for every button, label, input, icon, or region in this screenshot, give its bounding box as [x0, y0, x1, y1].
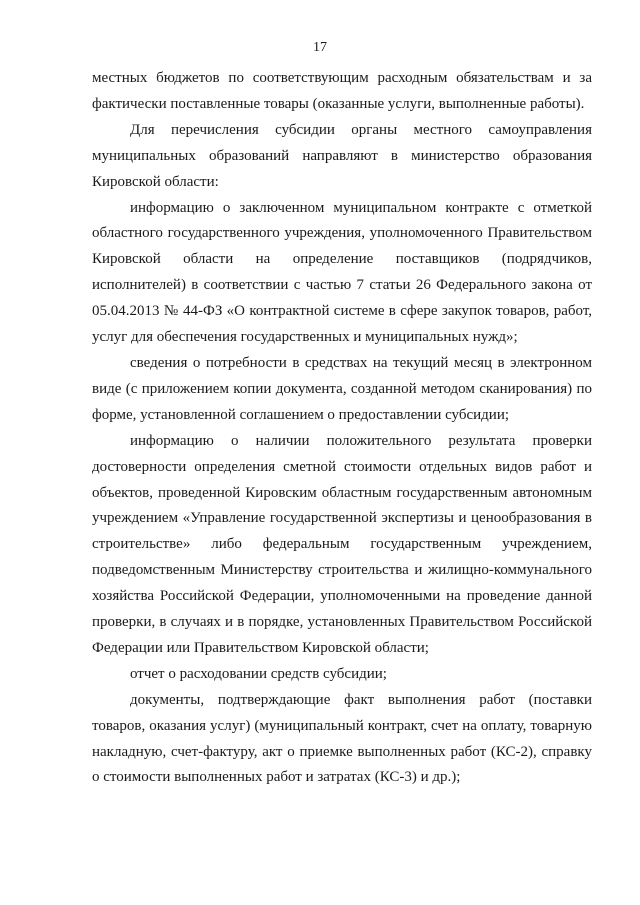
paragraph-spending-report: отчет о расходовании средств субсидии; [130, 665, 387, 682]
paragraph-contract-info: информацию о заключенном муниципальном контракте с отметкой областного государственного учреждения, уполномоченного Правительством Кировской области на определение поставщиков (подрядчиков, исполнителей) в соответствии с частью 7 статьи 26 Федерального закона от 05.04.2013 № 44-ФЗ «О контрактной системе в сфере закупок товаров, работ, услуг для обеспечения государственных и муниципальных нужд»; [92, 199, 592, 346]
paragraph-continuation: местных бюджетов по соответствующим расходным обязательствам и за фактически поставленные товары (оказанные услуги, выполненные работы). [92, 70, 592, 112]
document-body [92, 66, 592, 791]
page-number: 17 [313, 40, 327, 55]
paragraph-work-documents: документы, подтверждающие факт выполнения работ (поставки товаров, оказания услуг) (муниципальный контракт, счет на оплату, товарную накладную, счет-фактуру, акт о приемке выполненных работ (КС-2), справку о стоимости выполненных работ и затратах (КС-3) и др.); [92, 691, 592, 786]
paragraph-funding-needs: сведения о потребности в средствах на текущий месяц в электронном виде (с приложением копии документа, созданной методом сканирования) по форме, установленной соглашением о предоставлении субсидии; [92, 354, 592, 423]
paragraph-subsidy-transfer-intro: Для перечисления субсидии органы местного самоуправления муниципальных образований направляют в министерство образования Кировской области: [92, 121, 592, 190]
paragraph-cost-verification: информацию о наличии положительного результата проверки достоверности определения сметной стоимости отдельных видов работ и объектов, проведенной Кировским областным государственным автономным учреждением «Управление государственной экспертизы и ценообразования в строительстве» либо федеральным государственным учреждением, подведомственным Министерству строительства и жилищно-коммунального хозяйства Российской Федерации, уполномоченными на проведение данной проверки, в случаях и в порядке, установленных Правительством Российской Федерации или Правительством Кировской области; [92, 432, 592, 656]
